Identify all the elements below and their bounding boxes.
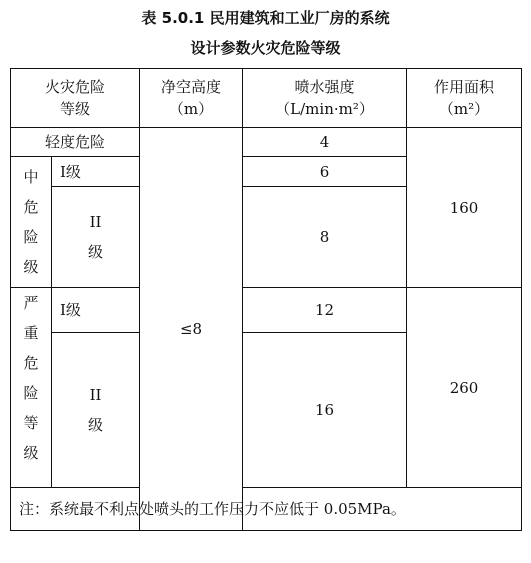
area-value-260: 260 — [407, 288, 522, 488]
table-row — [11, 288, 522, 333]
medium-hazard-text: 中危险级 — [23, 168, 39, 276]
severe-level2 — [52, 333, 140, 488]
table-note: 注：系统最不利点处喷头的工作压力不应低于 0.05MPa。 — [11, 488, 522, 531]
header-intensity-line2: （L/min·m²） — [275, 100, 374, 118]
header-height-line1: 净空高度 — [161, 78, 222, 96]
header-height — [140, 69, 243, 128]
light-intensity: 4 — [243, 128, 407, 157]
header-area — [407, 69, 522, 128]
header-hazard-line2: 等级 — [60, 100, 91, 118]
table-title-line2: 设计参数火灾危险等级 — [190, 39, 341, 57]
light-hazard-label: 轻度危险 — [11, 128, 140, 157]
header-hazard — [11, 69, 140, 128]
note-row — [11, 488, 522, 531]
header-intensity-line1: 喷水强度 — [294, 78, 355, 96]
medium-level2-intensity: 8 — [243, 187, 407, 288]
medium-level1-intensity: 6 — [243, 157, 407, 187]
severe-level2-text: II级 — [87, 386, 103, 434]
severe-level1-intensity: 12 — [243, 288, 407, 333]
medium-level1: I级 — [52, 157, 140, 187]
medium-level2 — [52, 187, 140, 288]
table-row — [11, 128, 522, 157]
fire-hazard-table — [10, 68, 522, 531]
severe-level1: I级 — [52, 288, 140, 333]
header-row — [11, 69, 522, 128]
medium-level2-text: II级 — [87, 213, 103, 261]
severe-level2-intensity: 16 — [243, 333, 407, 488]
header-area-line2: （m²） — [438, 100, 490, 118]
header-height-line2: （m） — [168, 100, 214, 118]
header-hazard-line1: 火灾危险 — [45, 78, 106, 96]
severe-hazard-label — [11, 288, 52, 488]
height-value: ≤8 — [140, 128, 243, 531]
medium-hazard-label — [11, 157, 52, 288]
severe-hazard-text: 严重危险等级 — [23, 294, 39, 462]
area-value-160: 160 — [407, 128, 522, 288]
table-title-line1: 表 5.0.1 民用建筑和工业厂房的系统 — [141, 9, 390, 27]
header-area-line1: 作用面积 — [434, 78, 495, 96]
header-intensity — [243, 69, 407, 128]
